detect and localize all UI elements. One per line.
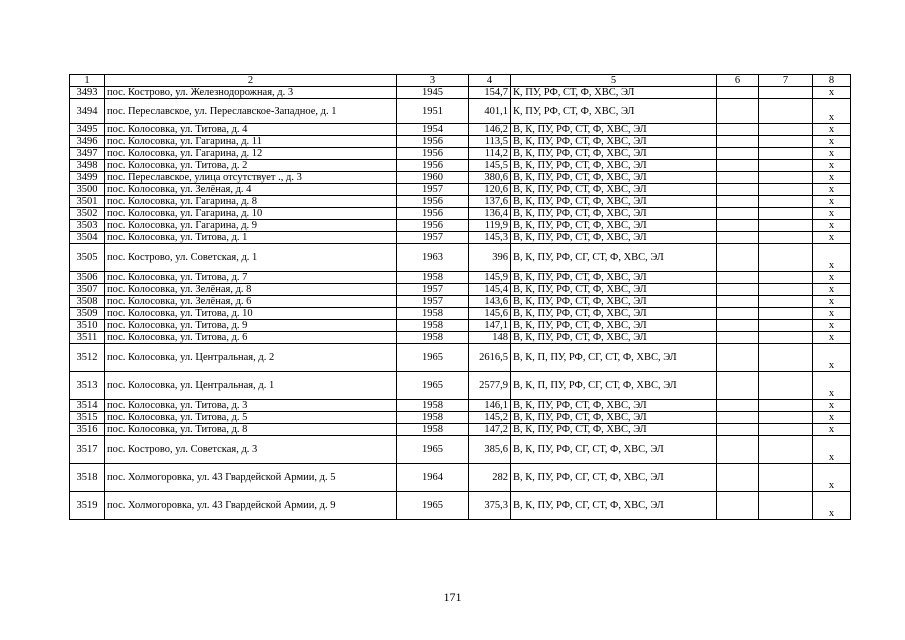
row-number-cell: 3518 [70, 464, 105, 492]
row-number-cell: 3493 [70, 87, 105, 99]
header-cell: 1 [70, 75, 105, 87]
address-cell: пос. Кострово, ул. Советская, д. 3 [105, 436, 397, 464]
col6-cell [717, 220, 759, 232]
year-cell: 1957 [397, 296, 469, 308]
area-cell: 145,2 [469, 412, 511, 424]
row-number-cell: 3500 [70, 184, 105, 196]
table-row [70, 436, 851, 464]
col6-cell [717, 424, 759, 436]
mark-cell: х [813, 87, 851, 99]
mark-cell: х [813, 99, 851, 124]
col6-cell [717, 436, 759, 464]
address-cell: пос. Колосовка, ул. Гагарина, д. 10 [105, 208, 397, 220]
year-cell: 1958 [397, 412, 469, 424]
area-cell: 147,1 [469, 320, 511, 332]
mark-cell: х [813, 296, 851, 308]
table-row [70, 424, 851, 436]
utilities-cell: В, К, ПУ, РФ, СТ, Ф, ХВС, ЭЛ [511, 172, 717, 184]
area-cell: 145,9 [469, 272, 511, 284]
col6-cell [717, 372, 759, 400]
row-number-cell: 3514 [70, 400, 105, 412]
table-row [70, 184, 851, 196]
col7-cell [759, 412, 813, 424]
area-cell: 401,1 [469, 99, 511, 124]
utilities-cell: В, К, ПУ, РФ, СГ, СТ, Ф, ХВС, ЭЛ [511, 244, 717, 272]
address-cell: пос. Колосовка, ул. Титова, д. 2 [105, 160, 397, 172]
address-cell: пос. Колосовка, ул. Гагарина, д. 8 [105, 196, 397, 208]
table-row [70, 320, 851, 332]
table-row [70, 308, 851, 320]
row-number-cell: 3494 [70, 99, 105, 124]
year-cell: 1960 [397, 172, 469, 184]
year-cell: 1965 [397, 436, 469, 464]
col6-cell [717, 99, 759, 124]
mark-cell: х [813, 172, 851, 184]
address-cell: пос. Колосовка, ул. Титова, д. 1 [105, 232, 397, 244]
mark-cell: х [813, 400, 851, 412]
address-cell: пос. Переславское, ул. Переславское-Западное, д. 1 [105, 99, 397, 124]
year-cell: 1945 [397, 87, 469, 99]
col7-cell [759, 184, 813, 196]
mark-cell: х [813, 184, 851, 196]
row-number-cell: 3495 [70, 124, 105, 136]
mark-cell: х [813, 136, 851, 148]
area-cell: 145,5 [469, 160, 511, 172]
address-cell: пос. Колосовка, ул. Зелёная, д. 6 [105, 296, 397, 308]
mark-cell: х [813, 284, 851, 296]
table-row [70, 492, 851, 520]
page-number: 171 [443, 590, 462, 604]
year-cell: 1958 [397, 308, 469, 320]
area-cell: 380,6 [469, 172, 511, 184]
address-cell: пос. Колосовка, ул. Центральная, д. 2 [105, 344, 397, 372]
table-row [70, 160, 851, 172]
col7-cell [759, 284, 813, 296]
row-number-cell: 3501 [70, 196, 105, 208]
row-number-cell: 3503 [70, 220, 105, 232]
col6-cell [717, 412, 759, 424]
mark-cell: х [813, 232, 851, 244]
table-row [70, 172, 851, 184]
mark-cell: х [813, 464, 851, 492]
row-number-cell: 3497 [70, 148, 105, 160]
col7-cell [759, 492, 813, 520]
row-number-cell: 3499 [70, 172, 105, 184]
table-row [70, 208, 851, 220]
year-cell: 1951 [397, 99, 469, 124]
utilities-cell: В, К, ПУ, РФ, СГ, СТ, Ф, ХВС, ЭЛ [511, 436, 717, 464]
year-cell: 1965 [397, 492, 469, 520]
year-cell: 1956 [397, 148, 469, 160]
col6-cell [717, 272, 759, 284]
area-cell: 143,6 [469, 296, 511, 308]
col7-cell [759, 99, 813, 124]
col6-cell [717, 148, 759, 160]
mark-cell: х [813, 208, 851, 220]
row-number-cell: 3517 [70, 436, 105, 464]
utilities-cell: В, К, ПУ, РФ, СГ, СТ, Ф, ХВС, ЭЛ [511, 492, 717, 520]
address-cell: пос. Колосовка, ул. Гагарина, д. 9 [105, 220, 397, 232]
address-cell: пос. Колосовка, ул. Титова, д. 6 [105, 332, 397, 344]
col6-cell [717, 320, 759, 332]
col6-cell [717, 160, 759, 172]
area-cell: 119,9 [469, 220, 511, 232]
area-cell: 120,6 [469, 184, 511, 196]
address-cell: пос. Колосовка, ул. Титова, д. 5 [105, 412, 397, 424]
table-row [70, 412, 851, 424]
col6-cell [717, 232, 759, 244]
col7-cell [759, 160, 813, 172]
utilities-cell: В, К, ПУ, РФ, СТ, Ф, ХВС, ЭЛ [511, 160, 717, 172]
col7-cell [759, 244, 813, 272]
col6-cell [717, 136, 759, 148]
row-number-cell: 3515 [70, 412, 105, 424]
table-row [70, 296, 851, 308]
utilities-cell: К, ПУ, РФ, СТ, Ф, ХВС, ЭЛ [511, 87, 717, 99]
area-cell: 375,3 [469, 492, 511, 520]
col6-cell [717, 124, 759, 136]
year-cell: 1958 [397, 400, 469, 412]
table-row [70, 196, 851, 208]
header-row [70, 75, 851, 87]
utilities-cell: В, К, ПУ, РФ, СТ, Ф, ХВС, ЭЛ [511, 332, 717, 344]
address-cell: пос. Колосовка, ул. Центральная, д. 1 [105, 372, 397, 400]
col7-cell [759, 136, 813, 148]
utilities-cell: В, К, ПУ, РФ, СТ, Ф, ХВС, ЭЛ [511, 272, 717, 284]
table-row [70, 372, 851, 400]
row-number-cell: 3505 [70, 244, 105, 272]
area-cell: 2577,9 [469, 372, 511, 400]
utilities-cell: В, К, ПУ, РФ, СТ, Ф, ХВС, ЭЛ [511, 232, 717, 244]
utilities-cell: В, К, ПУ, РФ, СТ, Ф, ХВС, ЭЛ [511, 400, 717, 412]
col6-cell [717, 244, 759, 272]
table-row [70, 284, 851, 296]
mark-cell: х [813, 196, 851, 208]
row-number-cell: 3502 [70, 208, 105, 220]
utilities-cell: В, К, П, ПУ, РФ, СГ, СТ, Ф, ХВС, ЭЛ [511, 344, 717, 372]
table-row [70, 124, 851, 136]
table-row [70, 220, 851, 232]
address-cell: пос. Колосовка, ул. Зелёная, д. 4 [105, 184, 397, 196]
col6-cell [717, 400, 759, 412]
header-cell: 5 [511, 75, 717, 87]
col6-cell [717, 87, 759, 99]
year-cell: 1956 [397, 208, 469, 220]
mark-cell: х [813, 372, 851, 400]
address-cell: пос. Колосовка, ул. Титова, д. 10 [105, 308, 397, 320]
utilities-cell: В, К, ПУ, РФ, СГ, СТ, Ф, ХВС, ЭЛ [511, 464, 717, 492]
row-number-cell: 3506 [70, 272, 105, 284]
year-cell: 1964 [397, 464, 469, 492]
area-cell: 113,5 [469, 136, 511, 148]
header-cell: 6 [717, 75, 759, 87]
utilities-cell: К, ПУ, РФ, СТ, Ф, ХВС, ЭЛ [511, 99, 717, 124]
mark-cell: х [813, 124, 851, 136]
area-cell: 145,3 [469, 232, 511, 244]
mark-cell: х [813, 344, 851, 372]
area-cell: 146,2 [469, 124, 511, 136]
col6-cell [717, 308, 759, 320]
utilities-cell: В, К, ПУ, РФ, СТ, Ф, ХВС, ЭЛ [511, 124, 717, 136]
address-cell: пос. Колосовка, ул. Гагарина, д. 11 [105, 136, 397, 148]
col7-cell [759, 220, 813, 232]
mark-cell: х [813, 332, 851, 344]
area-cell: 136,4 [469, 208, 511, 220]
area-cell: 137,6 [469, 196, 511, 208]
address-cell: пос. Кострово, ул. Советская, д. 1 [105, 244, 397, 272]
address-cell: пос. Колосовка, ул. Зелёная, д. 8 [105, 284, 397, 296]
row-number-cell: 3508 [70, 296, 105, 308]
row-number-cell: 3516 [70, 424, 105, 436]
address-cell: пос. Переславское, улица отсутствует ., д. 3 [105, 172, 397, 184]
year-cell: 1958 [397, 332, 469, 344]
col6-cell [717, 196, 759, 208]
row-number-cell: 3504 [70, 232, 105, 244]
col6-cell [717, 492, 759, 520]
utilities-cell: В, К, ПУ, РФ, СТ, Ф, ХВС, ЭЛ [511, 308, 717, 320]
utilities-cell: В, К, ПУ, РФ, СТ, Ф, ХВС, ЭЛ [511, 196, 717, 208]
col7-cell [759, 87, 813, 99]
year-cell: 1956 [397, 196, 469, 208]
header-cell: 3 [397, 75, 469, 87]
col7-cell [759, 400, 813, 412]
table-row [70, 99, 851, 124]
col7-cell [759, 232, 813, 244]
housing-register-table [69, 74, 851, 520]
col6-cell [717, 172, 759, 184]
mark-cell: х [813, 412, 851, 424]
row-number-cell: 3509 [70, 308, 105, 320]
year-cell: 1958 [397, 424, 469, 436]
utilities-cell: В, К, ПУ, РФ, СТ, Ф, ХВС, ЭЛ [511, 424, 717, 436]
col6-cell [717, 208, 759, 220]
col7-cell [759, 308, 813, 320]
address-cell: пос. Колосовка, ул. Гагарина, д. 12 [105, 148, 397, 160]
mark-cell: х [813, 244, 851, 272]
col7-cell [759, 296, 813, 308]
col7-cell [759, 436, 813, 464]
utilities-cell: В, К, ПУ, РФ, СТ, Ф, ХВС, ЭЛ [511, 184, 717, 196]
col7-cell [759, 272, 813, 284]
mark-cell: х [813, 492, 851, 520]
utilities-cell: В, К, П, ПУ, РФ, СГ, СТ, Ф, ХВС, ЭЛ [511, 372, 717, 400]
year-cell: 1965 [397, 372, 469, 400]
mark-cell: х [813, 272, 851, 284]
table-row [70, 464, 851, 492]
utilities-cell: В, К, ПУ, РФ, СТ, Ф, ХВС, ЭЛ [511, 412, 717, 424]
row-number-cell: 3519 [70, 492, 105, 520]
row-number-cell: 3512 [70, 344, 105, 372]
row-number-cell: 3513 [70, 372, 105, 400]
header-cell: 8 [813, 75, 851, 87]
area-cell: 282 [469, 464, 511, 492]
area-cell: 114,2 [469, 148, 511, 160]
col7-cell [759, 344, 813, 372]
col7-cell [759, 172, 813, 184]
mark-cell: х [813, 148, 851, 160]
utilities-cell: В, К, ПУ, РФ, СТ, Ф, ХВС, ЭЛ [511, 220, 717, 232]
address-cell: пос. Колосовка, ул. Титова, д. 7 [105, 272, 397, 284]
col7-cell [759, 372, 813, 400]
address-cell: пос. Колосовка, ул. Титова, д. 9 [105, 320, 397, 332]
utilities-cell: В, К, ПУ, РФ, СТ, Ф, ХВС, ЭЛ [511, 284, 717, 296]
table-row [70, 87, 851, 99]
area-cell: 2616,5 [469, 344, 511, 372]
row-number-cell: 3511 [70, 332, 105, 344]
col7-cell [759, 196, 813, 208]
table-row [70, 344, 851, 372]
col6-cell [717, 464, 759, 492]
year-cell: 1957 [397, 232, 469, 244]
table-row [70, 244, 851, 272]
address-cell: пос. Кострово, ул. Железнодорожная, д. 3 [105, 87, 397, 99]
col6-cell [717, 284, 759, 296]
col6-cell [717, 296, 759, 308]
row-number-cell: 3510 [70, 320, 105, 332]
area-cell: 385,6 [469, 436, 511, 464]
area-cell: 154,7 [469, 87, 511, 99]
col7-cell [759, 148, 813, 160]
col6-cell [717, 184, 759, 196]
year-cell: 1965 [397, 344, 469, 372]
area-cell: 148 [469, 332, 511, 344]
area-cell: 146,1 [469, 400, 511, 412]
area-cell: 396 [469, 244, 511, 272]
table-row [70, 136, 851, 148]
utilities-cell: В, К, ПУ, РФ, СТ, Ф, ХВС, ЭЛ [511, 148, 717, 160]
row-number-cell: 3498 [70, 160, 105, 172]
area-cell: 145,6 [469, 308, 511, 320]
area-cell: 145,4 [469, 284, 511, 296]
table-row [70, 232, 851, 244]
address-cell: пос. Холмогоровка, ул. 43 Гвардейской Армии, д. 5 [105, 464, 397, 492]
col7-cell [759, 424, 813, 436]
mark-cell: х [813, 424, 851, 436]
col6-cell [717, 332, 759, 344]
year-cell: 1956 [397, 220, 469, 232]
header-cell: 4 [469, 75, 511, 87]
address-cell: пос. Колосовка, ул. Титова, д. 8 [105, 424, 397, 436]
year-cell: 1963 [397, 244, 469, 272]
col7-cell [759, 332, 813, 344]
col7-cell [759, 208, 813, 220]
col7-cell [759, 320, 813, 332]
table-row [70, 272, 851, 284]
mark-cell: х [813, 220, 851, 232]
col6-cell [717, 344, 759, 372]
year-cell: 1957 [397, 284, 469, 296]
mark-cell: х [813, 436, 851, 464]
year-cell: 1958 [397, 320, 469, 332]
area-cell: 147,2 [469, 424, 511, 436]
utilities-cell: В, К, ПУ, РФ, СТ, Ф, ХВС, ЭЛ [511, 320, 717, 332]
utilities-cell: В, К, ПУ, РФ, СТ, Ф, ХВС, ЭЛ [511, 296, 717, 308]
col7-cell [759, 124, 813, 136]
address-cell: пос. Колосовка, ул. Титова, д. 3 [105, 400, 397, 412]
mark-cell: х [813, 308, 851, 320]
utilities-cell: В, К, ПУ, РФ, СТ, Ф, ХВС, ЭЛ [511, 136, 717, 148]
utilities-cell: В, К, ПУ, РФ, СТ, Ф, ХВС, ЭЛ [511, 208, 717, 220]
mark-cell: х [813, 160, 851, 172]
row-number-cell: 3496 [70, 136, 105, 148]
row-number-cell: 3507 [70, 284, 105, 296]
address-cell: пос. Холмогоровка, ул. 43 Гвардейской Армии, д. 9 [105, 492, 397, 520]
year-cell: 1957 [397, 184, 469, 196]
header-cell: 2 [105, 75, 397, 87]
year-cell: 1956 [397, 160, 469, 172]
year-cell: 1958 [397, 272, 469, 284]
table-row [70, 148, 851, 160]
year-cell: 1956 [397, 136, 469, 148]
address-cell: пос. Колосовка, ул. Титова, д. 4 [105, 124, 397, 136]
year-cell: 1954 [397, 124, 469, 136]
mark-cell: х [813, 320, 851, 332]
header-cell: 7 [759, 75, 813, 87]
table-row [70, 400, 851, 412]
table-row [70, 332, 851, 344]
col7-cell [759, 464, 813, 492]
